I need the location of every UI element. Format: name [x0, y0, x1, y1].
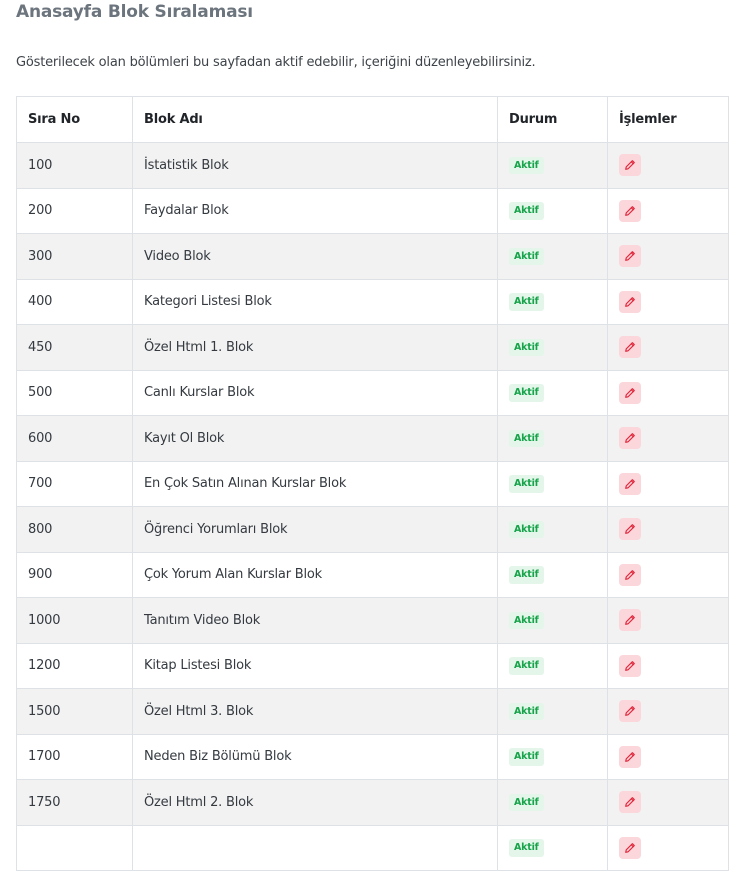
- row-order-number: 700: [17, 461, 133, 507]
- pencil-icon: [624, 250, 636, 262]
- table-row: [17, 734, 729, 780]
- row-actions-cell: [608, 416, 729, 462]
- status-badge[interactable]: Aktif: [509, 157, 544, 175]
- row-block-name: Faydalar Blok: [133, 188, 498, 234]
- header-order: Sıra No: [17, 97, 133, 143]
- edit-button[interactable]: [619, 427, 641, 449]
- table-body: [17, 143, 729, 871]
- row-status-cell: [498, 689, 608, 735]
- pencil-icon: [624, 705, 636, 717]
- table-row: [17, 552, 729, 598]
- row-actions-cell: [608, 825, 729, 871]
- status-badge[interactable]: Aktif: [509, 293, 544, 311]
- status-badge[interactable]: Aktif: [509, 839, 544, 857]
- pencil-icon: [624, 205, 636, 217]
- row-order-number: 1700: [17, 734, 133, 780]
- block-order-table-wrapper: [16, 96, 728, 871]
- row-block-name: İstatistik Blok: [133, 143, 498, 189]
- row-order-number: 1200: [17, 643, 133, 689]
- table-row: [17, 416, 729, 462]
- pencil-icon: [624, 842, 636, 854]
- row-order-number: 1000: [17, 598, 133, 644]
- row-order-number: 300: [17, 234, 133, 280]
- status-badge[interactable]: Aktif: [509, 794, 544, 812]
- page-title: Anasayfa Blok Sıralaması: [16, 2, 253, 22]
- pencil-icon: [624, 614, 636, 626]
- row-block-name: Özel Html 2. Blok: [133, 780, 498, 826]
- header-block-name: Blok Adı: [133, 97, 498, 143]
- status-badge[interactable]: Aktif: [509, 384, 544, 402]
- row-status-cell: [498, 234, 608, 280]
- row-order-number: 800: [17, 507, 133, 553]
- edit-button[interactable]: [619, 200, 641, 222]
- edit-button[interactable]: [619, 609, 641, 631]
- row-actions-cell: [608, 370, 729, 416]
- row-order-number: 500: [17, 370, 133, 416]
- table-row: [17, 188, 729, 234]
- page-description: Gösterilecek olan bölümleri bu sayfadan aktif edebilir, içeriğini düzenleyebilirsiniz.: [16, 55, 536, 70]
- row-actions-cell: [608, 325, 729, 371]
- edit-button[interactable]: [619, 291, 641, 313]
- row-order-number: 200: [17, 188, 133, 234]
- table-row: [17, 689, 729, 735]
- pencil-icon: [624, 159, 636, 171]
- row-status-cell: [498, 507, 608, 553]
- pencil-icon: [624, 751, 636, 763]
- table-row: [17, 643, 729, 689]
- header-actions: İşlemler: [608, 97, 729, 143]
- row-status-cell: [498, 734, 608, 780]
- edit-button[interactable]: [619, 518, 641, 540]
- row-status-cell: [498, 370, 608, 416]
- edit-button[interactable]: [619, 700, 641, 722]
- table-row: [17, 507, 729, 553]
- table-row: [17, 598, 729, 644]
- row-status-cell: [498, 598, 608, 644]
- row-status-cell: [498, 188, 608, 234]
- table-row: [17, 370, 729, 416]
- row-status-cell: [498, 325, 608, 371]
- row-block-name: Video Blok: [133, 234, 498, 280]
- row-block-name: Kitap Listesi Blok: [133, 643, 498, 689]
- row-block-name: Neden Biz Bölümü Blok: [133, 734, 498, 780]
- table-row: [17, 325, 729, 371]
- status-badge[interactable]: Aktif: [509, 612, 544, 630]
- row-order-number: 100: [17, 143, 133, 189]
- pencil-icon: [624, 796, 636, 808]
- pencil-icon: [624, 569, 636, 581]
- status-badge[interactable]: Aktif: [509, 657, 544, 675]
- row-actions-cell: [608, 643, 729, 689]
- row-status-cell: [498, 279, 608, 325]
- table-header: [17, 97, 729, 143]
- edit-button[interactable]: [619, 837, 641, 859]
- row-actions-cell: [608, 689, 729, 735]
- status-badge[interactable]: Aktif: [509, 703, 544, 721]
- header-status: Durum: [498, 97, 608, 143]
- row-actions-cell: [608, 143, 729, 189]
- edit-button[interactable]: [619, 154, 641, 176]
- row-actions-cell: [608, 598, 729, 644]
- status-badge[interactable]: Aktif: [509, 202, 544, 220]
- row-status-cell: [498, 416, 608, 462]
- row-status-cell: [498, 825, 608, 871]
- edit-button[interactable]: [619, 382, 641, 404]
- table-row: [17, 279, 729, 325]
- table-row: [17, 461, 729, 507]
- pencil-icon: [624, 523, 636, 535]
- edit-button[interactable]: [619, 336, 641, 358]
- status-badge[interactable]: Aktif: [509, 475, 544, 493]
- edit-button[interactable]: [619, 746, 641, 768]
- row-block-name: [133, 825, 498, 871]
- row-order-number: 400: [17, 279, 133, 325]
- status-badge[interactable]: Aktif: [509, 748, 544, 766]
- row-actions-cell: [608, 552, 729, 598]
- table-header-row: [17, 97, 729, 143]
- row-actions-cell: [608, 234, 729, 280]
- row-status-cell: [498, 143, 608, 189]
- row-block-name: Tanıtım Video Blok: [133, 598, 498, 644]
- status-badge[interactable]: Aktif: [509, 248, 544, 266]
- row-status-cell: [498, 552, 608, 598]
- row-actions-cell: [608, 461, 729, 507]
- row-actions-cell: [608, 279, 729, 325]
- row-block-name: Kategori Listesi Blok: [133, 279, 498, 325]
- row-order-number: 1500: [17, 689, 133, 735]
- row-order-number: [17, 825, 133, 871]
- table-row: [17, 825, 729, 871]
- edit-button[interactable]: [619, 655, 641, 677]
- row-status-cell: [498, 780, 608, 826]
- status-badge[interactable]: Aktif: [509, 521, 544, 539]
- pencil-icon: [624, 341, 636, 353]
- status-badge[interactable]: Aktif: [509, 566, 544, 584]
- row-actions-cell: [608, 507, 729, 553]
- row-block-name: Özel Html 3. Blok: [133, 689, 498, 735]
- row-order-number: 450: [17, 325, 133, 371]
- pencil-icon: [624, 478, 636, 490]
- row-order-number: 900: [17, 552, 133, 598]
- row-block-name: Çok Yorum Alan Kurslar Blok: [133, 552, 498, 598]
- status-badge[interactable]: Aktif: [509, 339, 544, 357]
- row-actions-cell: [608, 188, 729, 234]
- edit-button[interactable]: [619, 564, 641, 586]
- row-block-name: Canlı Kurslar Blok: [133, 370, 498, 416]
- edit-button[interactable]: [619, 473, 641, 495]
- table-row: [17, 234, 729, 280]
- row-actions-cell: [608, 780, 729, 826]
- table-row: [17, 780, 729, 826]
- row-block-name: Kayıt Ol Blok: [133, 416, 498, 462]
- pencil-icon: [624, 660, 636, 672]
- pencil-icon: [624, 432, 636, 444]
- row-order-number: 600: [17, 416, 133, 462]
- status-badge[interactable]: Aktif: [509, 430, 544, 448]
- edit-button[interactable]: [619, 791, 641, 813]
- row-block-name: En Çok Satın Alınan Kurslar Blok: [133, 461, 498, 507]
- table-row: [17, 143, 729, 189]
- row-order-number: 1750: [17, 780, 133, 826]
- row-status-cell: [498, 461, 608, 507]
- edit-button[interactable]: [619, 245, 641, 267]
- row-block-name: Öğrenci Yorumları Blok: [133, 507, 498, 553]
- block-order-table: [16, 96, 729, 871]
- pencil-icon: [624, 296, 636, 308]
- row-status-cell: [498, 643, 608, 689]
- pencil-icon: [624, 387, 636, 399]
- row-block-name: Özel Html 1. Blok: [133, 325, 498, 371]
- row-actions-cell: [608, 734, 729, 780]
